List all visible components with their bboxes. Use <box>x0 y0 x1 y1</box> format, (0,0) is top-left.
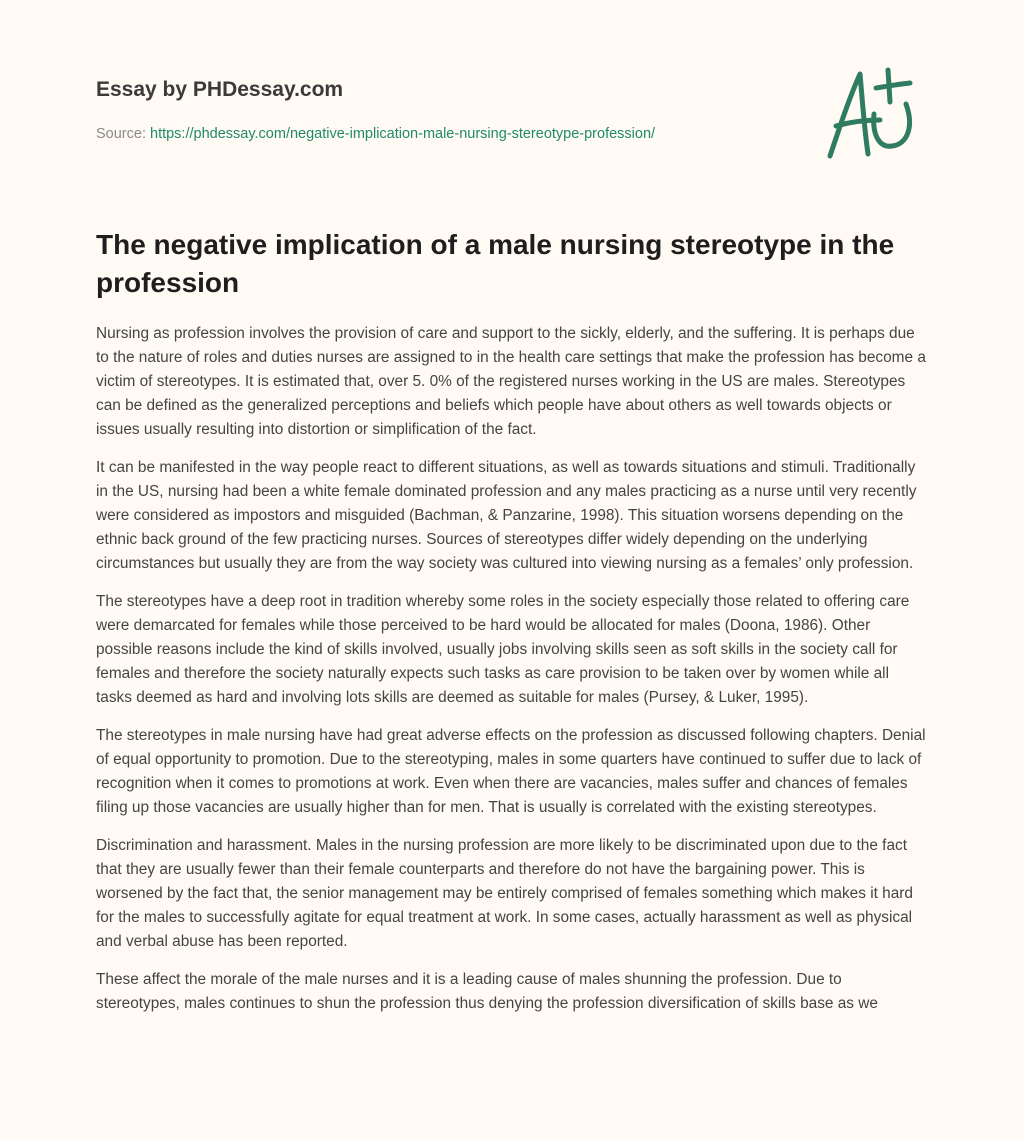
paragraph: Nursing as profession involves the provision of care and support to the sickly, elderly, and the suffering. It is perhaps due to the nature of roles and duties nurses are assigned to in the health care settings that make the profession has become a victim of stereotypes. It is estimated that, over 5. 0% of the registered nurses working in the US are males. Stereotypes can be defined as the generalized perceptions and beliefs which people have about others as well towards objects or issues usually resulting into distortion or simplification of the fact. <box>96 325 926 438</box>
paragraph: The stereotypes in male nursing have had great adverse effects on the profession as discussed following chapters. Denial of equal opportunity to promotion. Due to the stereotyping, males in some quarters have continued to suffer due to lack of recognition when it comes to promotions at work. Even when there are vacancies, males suffer and chances of females filing up those vacancies are usually higher than for men. That is usually is correlated with the existing stereotypes. <box>96 727 926 816</box>
source-line <box>96 124 928 144</box>
essay-body <box>96 322 928 1016</box>
source-label: Source: <box>96 126 150 142</box>
site-brand: Essay by PHDessay.com <box>96 78 344 101</box>
paragraph: Discrimination and harassment. Males in the nursing profession are more likely to be discriminated upon due to the fact that they are usually fewer than their female counterparts and therefore do not have the bargaining power. This is worsened by the fact that, the senior management may be entirely comprised of females something which makes it hard for the males to successfully agitate for equal treatment at work. In some cases, actually harassment as well as physical and verbal abuse has been reported. <box>96 837 913 950</box>
a-plus-logo-icon <box>818 66 928 166</box>
paragraph: It can be manifested in the way people react to different situations, as well as towards situations and stimuli. Traditionally in the US, nursing had been a white female dominated profession and any males practicing as a nurse until very recently were considered as impostors and misguided (Bachman, & Panzarine, 1998). This situation worsens depending on the ethnic back ground of the few practicing nurses. Sources of stereotypes differ widely depending on the underlying circumstances but usually they are from the way society was cultured into viewing nursing as a females’ only profession. <box>96 459 917 572</box>
paragraph: The stereotypes have a deep root in tradition whereby some roles in the society especially those related to offering care were demarcated for females while those perceived to be hard would be allocated for males (Doona, 1986). Other possible reasons include the kind of skills involved, usually jobs involving skills seen as soft skills in the society call for females and therefore the society naturally expects such tasks as care provision to be taken over by women while all tasks deemed as hard and involving lots skills are deemed as suitable for males (Pursey, & Luker, 1995). <box>96 593 910 706</box>
essay-header <box>96 76 928 226</box>
essay-title: The negative implication of a male nursing stereotype in the profession <box>96 229 895 298</box>
paragraph: These affect the morale of the male nurses and it is a leading cause of males shunning the profession. Due to stereotypes, males continues to shun the profession thus denying the profession diversification of skills base as we <box>96 971 878 1012</box>
source-link[interactable]: https://phdessay.com/negative-implication-male-nursing-stereotype-profession/ <box>150 126 656 142</box>
essay-page <box>96 0 928 1016</box>
